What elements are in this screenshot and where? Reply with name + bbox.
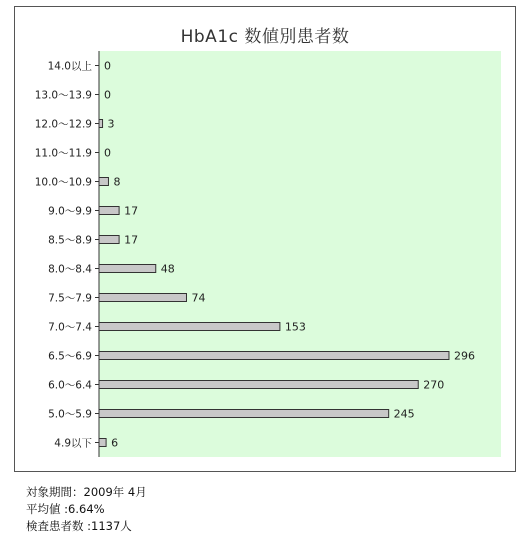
value-label: 0 [104,59,111,73]
bar [99,439,106,447]
value-label: 74 [191,291,206,305]
value-label: 0 [104,146,111,160]
value-label: 153 [284,320,306,334]
category-label: 7.0～7.4 [48,321,92,334]
chart-footer [26,484,147,535]
plot-area [99,51,501,457]
value-label: 17 [124,204,139,218]
bar [99,207,119,215]
bar-chart [15,7,515,471]
category-label: 6.5～6.9 [48,350,92,363]
category-label: 4.9以下 [54,437,92,450]
patient-count-text: 検査患者数 :1137人 [26,519,132,533]
bar [99,323,280,331]
value-label: 8 [113,175,121,189]
period-text: 対象期間：2009年 4月 [26,485,147,499]
bar [99,410,389,418]
average-text: 平均値 :6.64% [26,502,105,516]
value-label: 270 [423,378,445,392]
category-label: 7.5～7.9 [48,292,92,305]
chart-frame [14,6,516,472]
category-label: 11.0～11.9 [34,147,92,160]
bar [99,265,156,273]
value-label: 48 [160,262,175,276]
category-label: 13.0～13.9 [34,89,92,102]
bar [99,120,103,128]
category-label: 12.0～12.9 [34,118,92,131]
bar [99,178,108,186]
bar [99,352,449,360]
value-label: 17 [124,233,139,247]
value-label: 0 [104,88,111,102]
category-label: 14.0以上 [47,60,92,73]
value-label: 245 [393,407,415,421]
chart-title: HbA1c 数値別患者数 [180,27,350,47]
value-label: 6 [111,436,119,450]
value-label: 3 [107,117,115,131]
value-label: 296 [453,349,475,363]
category-label: 9.0～9.9 [48,205,92,218]
category-label: 8.0～8.4 [48,263,92,276]
category-label: 5.0～5.9 [48,408,92,421]
category-label: 6.0～6.4 [48,379,92,392]
bar [99,381,418,389]
category-label: 10.0～10.9 [34,176,92,189]
category-label: 8.5～8.9 [48,234,92,247]
bar [99,294,186,302]
bar [99,236,119,244]
